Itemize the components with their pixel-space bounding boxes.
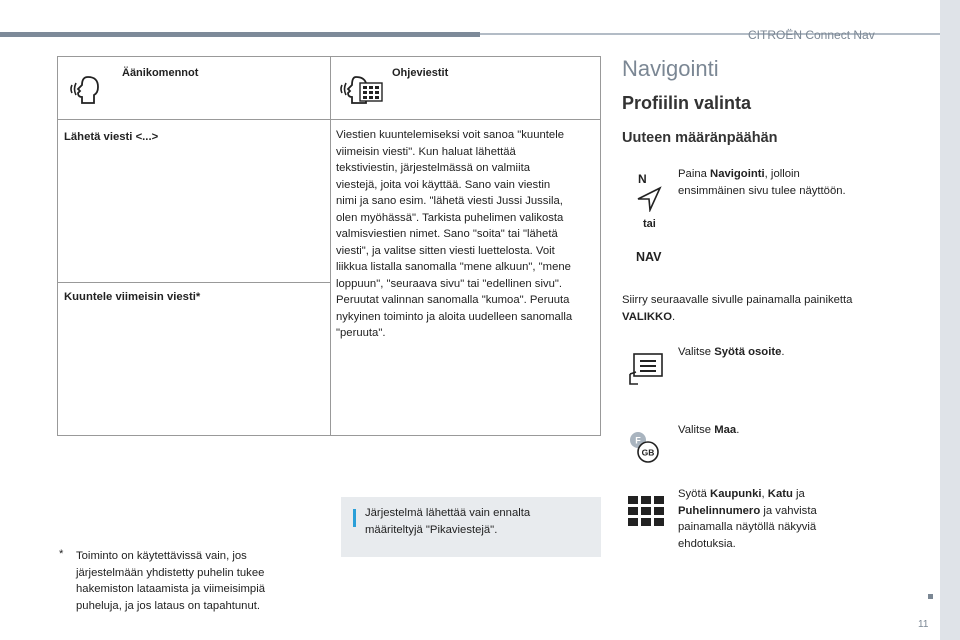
section-title: Navigointi	[622, 56, 719, 81]
step-address-text: Valitse Syötä osoite.	[678, 346, 785, 358]
header-bar	[0, 32, 480, 37]
subsection-title: Profiilin valinta	[622, 93, 752, 113]
info-text: Järjestelmä lähettää vain ennalta määriteltyjä "Pikaviestejä".	[365, 507, 531, 536]
page-number: 11	[918, 619, 929, 630]
north-label: N	[638, 172, 647, 186]
step-country-text: Valitse Maa.	[678, 424, 740, 436]
command-send-message: Lähetä viesti <...>	[64, 131, 159, 143]
info-note	[341, 497, 601, 557]
nav-button-label: NAV	[636, 250, 662, 264]
footnote-marker: *	[59, 548, 64, 560]
voice-command-icon	[68, 71, 104, 107]
page-edge-strip	[940, 0, 960, 640]
enter-address-icon	[628, 352, 666, 386]
step-navigation-text: Paina Navigointi, jolloin ensimmäinen sivu tulee näyttöön.	[678, 168, 846, 197]
info-icon	[353, 509, 356, 527]
flag-gb-label: GB	[641, 447, 655, 458]
keyboard-grid-icon	[628, 496, 666, 526]
step-input-text: Syötä Kaupunki, Katu ja Puhelinnumero ja vahvista painamalla näytöllä näkyviä ehdotuksia.	[678, 488, 817, 550]
help-text: Viestien kuuntelemiseksi voit sanoa "kuuntele viimeisin viesti". Kun haluat lähettää tekstiviestin, järjestelmässä on valmiita viestejä, joita voi käyttää. Sano vain viestin nimi ja sano esim. "lähetä viesti Jussi Jussila, olen myöhässä". Tarkista puhelimen valikosta valmisviestien nimet. Sano "soita" tai "lähetä viesti", ja valitse sitten viesti luettelosta. Voit liikkua listalla sanomalla "mene alkuun", "mene loppuun", "seuraava sivu" tai "edellinen sivu". Peruutat valinnan sanomalla "kumoa". Peruuta nykyinen toiminto ja aloita uudelleen sanomalla "peruuta".	[336, 129, 573, 339]
navigation-arrow-icon	[636, 186, 662, 212]
table-header-help: Ohjeviestit	[392, 67, 449, 79]
page-marker	[928, 594, 933, 599]
command-listen-message: Kuuntele viimeisin viesti*	[64, 291, 201, 303]
table-divider	[58, 282, 330, 283]
subsubsection-title: Uuteen määränpäähän	[622, 130, 778, 146]
footnote-text: Toiminto on käytettävissä vain, jos järjestelmään yhdistetty puhelin tukee hakemiston lataamista ja viimeisimpiä puheluja, ja jos lataus on tapahtunut.	[76, 550, 265, 612]
voice-command-table	[57, 56, 601, 436]
table-header-commands: Äänikomennot	[122, 67, 199, 79]
table-divider	[330, 57, 331, 435]
table-divider	[58, 119, 600, 120]
header-title: CITROËN Connect Nav	[748, 28, 875, 42]
country-icon	[626, 428, 666, 468]
or-label: tai	[643, 218, 656, 230]
step-menu-text: Siirry seuraavalle sivulle painamalla painiketta VALIKKO.	[622, 294, 853, 323]
flag-f-label: F	[635, 435, 641, 446]
voice-help-icon	[338, 71, 386, 107]
